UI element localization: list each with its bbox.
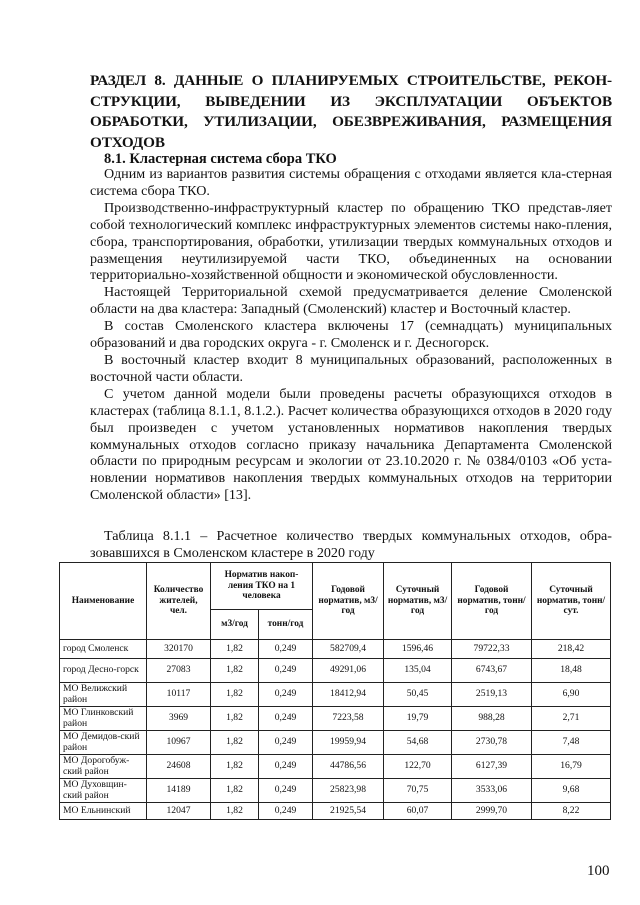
cell-name: МО Демидов-ский район bbox=[60, 731, 147, 755]
cell-norm-t: 0,249 bbox=[259, 779, 313, 803]
table-row bbox=[60, 659, 611, 683]
table-row bbox=[60, 779, 611, 803]
table-row bbox=[60, 683, 611, 707]
header-annual-m3: Годовой норматив, м3/год bbox=[313, 563, 384, 640]
paragraph: С учетом данной модели были проведены расчеты образующихся отходов в кластерах (таблица 8.1.1, 8.1.2.). Расчет количества образующихся отходов в 2020 году был произведен с учетом установленных нормативов накопления твердых коммунальных отходов согласно приказу начальника Департамента Смоленской области по природным ресурсам и экологии от 23.10.2020 г. № 0384/0103 «Об уста-новлении нормативов накопления твердых коммунальных отходов на территории Смоленской области» [13]. bbox=[90, 385, 612, 504]
cell-daily-m3: 70,75 bbox=[384, 779, 452, 803]
cell-annual-m3: 21925,54 bbox=[313, 803, 384, 820]
cell-norm-m3: 1,82 bbox=[211, 779, 259, 803]
cell-population: 10967 bbox=[147, 731, 211, 755]
cell-daily-t: 16,79 bbox=[532, 755, 611, 779]
header-annual-t: Годовой норматив, тонн/год bbox=[452, 563, 532, 640]
cell-norm-m3: 1,82 bbox=[211, 755, 259, 779]
cell-name: МО Велижский район bbox=[60, 683, 147, 707]
cell-norm-m3: 1,82 bbox=[211, 640, 259, 659]
table-row bbox=[60, 731, 611, 755]
cell-norm-t: 0,249 bbox=[259, 803, 313, 820]
cell-annual-t: 3533,06 bbox=[452, 779, 532, 803]
cell-name: город Десно-горск bbox=[60, 659, 147, 683]
cell-daily-m3: 50,45 bbox=[384, 683, 452, 707]
cell-annual-m3: 7223,58 bbox=[313, 707, 384, 731]
paragraph: Производственно-инфраструктурный кластер по обращению ТКО представ-ляет собой технологический комплекс инфраструктурных элементов системы нако-пления, сбора, транспортирования, обработки, утилизации твердых коммунальных отходов и размещения неутилизируемой части ТКО, объединенных на основании территориально-хозяйственной общности и экономической обусловленности. bbox=[90, 199, 612, 284]
paragraph: В состав Смоленского кластера включены 17 (семнадцать) муниципальных образований и два городских округа - г. Смоленск и г. Десногорск. bbox=[90, 318, 612, 352]
cell-daily-t: 9,68 bbox=[532, 779, 611, 803]
table-caption: Таблица 8.1.1 – Расчетное количество твердых коммунальных отходов, обра-зовавшихся в Смоленском кластере в 2020 году bbox=[90, 528, 612, 561]
cell-population: 27083 bbox=[147, 659, 211, 683]
table-row bbox=[60, 803, 611, 820]
header-daily-t: Суточный норматив, тонн/сут. bbox=[532, 563, 611, 640]
table-row bbox=[60, 640, 611, 659]
cell-norm-t: 0,249 bbox=[259, 683, 313, 707]
page-number: 100 bbox=[587, 863, 610, 879]
header-norm-m3: м3/год bbox=[211, 610, 259, 640]
cell-population: 14189 bbox=[147, 779, 211, 803]
cell-name: город Смоленск bbox=[60, 640, 147, 659]
cell-annual-t: 988,28 bbox=[452, 707, 532, 731]
body-text bbox=[90, 166, 612, 504]
cell-name: МО Глинковский район bbox=[60, 707, 147, 731]
cell-annual-t: 2999,70 bbox=[452, 803, 532, 820]
cell-annual-m3: 19959,94 bbox=[313, 731, 384, 755]
paragraph: Настоящей Территориальной схемой предусматривается деление Смоленской области на два кластера: Западный (Смоленский) кластер и Восточный кластер. bbox=[90, 284, 612, 318]
header-norm-t: тонн/год bbox=[259, 610, 313, 640]
table-row bbox=[60, 707, 611, 731]
cell-annual-t: 6127,39 bbox=[452, 755, 532, 779]
cell-norm-m3: 1,82 bbox=[211, 707, 259, 731]
cell-norm-t: 0,249 bbox=[259, 659, 313, 683]
cell-norm-t: 0,249 bbox=[259, 707, 313, 731]
cell-annual-t: 79722,33 bbox=[452, 640, 532, 659]
cell-annual-t: 2519,13 bbox=[452, 683, 532, 707]
cell-norm-m3: 1,82 bbox=[211, 659, 259, 683]
cell-annual-m3: 49291,06 bbox=[313, 659, 384, 683]
header-name: Наименование bbox=[60, 563, 147, 640]
cell-population: 10117 bbox=[147, 683, 211, 707]
cell-daily-t: 7,48 bbox=[532, 731, 611, 755]
header-daily-m3: Суточный норматив, м3/год bbox=[384, 563, 452, 640]
cell-annual-m3: 582709,4 bbox=[313, 640, 384, 659]
waste-table bbox=[59, 562, 611, 820]
cell-annual-m3: 44786,56 bbox=[313, 755, 384, 779]
cell-population: 320170 bbox=[147, 640, 211, 659]
cell-annual-t: 2730,78 bbox=[452, 731, 532, 755]
paragraph: Одним из вариантов развития системы обращения с отходами является кла-стерная система сбора ТКО. bbox=[90, 166, 612, 199]
cell-norm-m3: 1,82 bbox=[211, 731, 259, 755]
cell-population: 24608 bbox=[147, 755, 211, 779]
cell-norm-t: 0,249 bbox=[259, 755, 313, 779]
cell-daily-t: 218,42 bbox=[532, 640, 611, 659]
cell-daily-t: 8,22 bbox=[532, 803, 611, 820]
cell-daily-t: 18,48 bbox=[532, 659, 611, 683]
cell-daily-m3: 135,04 bbox=[384, 659, 452, 683]
cell-daily-m3: 1596,46 bbox=[384, 640, 452, 659]
subsection-title: 8.1. Кластерная система сбора ТКО bbox=[104, 151, 337, 167]
cell-daily-m3: 54,68 bbox=[384, 731, 452, 755]
cell-daily-m3: 19,79 bbox=[384, 707, 452, 731]
cell-annual-t: 6743,67 bbox=[452, 659, 532, 683]
cell-name: МО Ельнинский bbox=[60, 803, 147, 820]
cell-name: МО Духовщин-ский район bbox=[60, 779, 147, 803]
cell-norm-t: 0,249 bbox=[259, 640, 313, 659]
cell-annual-m3: 18412,94 bbox=[313, 683, 384, 707]
cell-norm-m3: 1,82 bbox=[211, 683, 259, 707]
cell-daily-m3: 60,07 bbox=[384, 803, 452, 820]
cell-name: МО Дорогобуж-ский район bbox=[60, 755, 147, 779]
cell-population: 12047 bbox=[147, 803, 211, 820]
cell-population: 3969 bbox=[147, 707, 211, 731]
cell-daily-m3: 122,70 bbox=[384, 755, 452, 779]
cell-daily-t: 6,90 bbox=[532, 683, 611, 707]
cell-daily-t: 2,71 bbox=[532, 707, 611, 731]
header-population: Количество жителей, чел. bbox=[147, 563, 211, 640]
section-title: РАЗДЕЛ 8. ДАННЫЕ О ПЛАНИРУЕМЫХ СТРОИТЕЛЬСТВЕ, РЕКОН-СТРУКЦИИ, ВЫВЕДЕНИИ ИЗ ЭКСПЛУАТАЦИИ ОБЪЕКТОВ ОБРАБОТКИ, УТИЛИЗАЦИИ, ОБЕЗВРЕЖИВАНИЯ, РАЗМЕЩЕНИЯ ОТХОДОВ bbox=[90, 72, 612, 151]
cell-annual-m3: 25823,98 bbox=[313, 779, 384, 803]
cell-norm-m3: 1,82 bbox=[211, 803, 259, 820]
paragraph: В восточный кластер входит 8 муниципальных образований, расположенных в восточной части области. bbox=[90, 351, 612, 385]
table-row bbox=[60, 755, 611, 779]
cell-norm-t: 0,249 bbox=[259, 731, 313, 755]
header-norm-group: Норматив накоп-ления ТКО на 1 человека bbox=[211, 563, 313, 610]
